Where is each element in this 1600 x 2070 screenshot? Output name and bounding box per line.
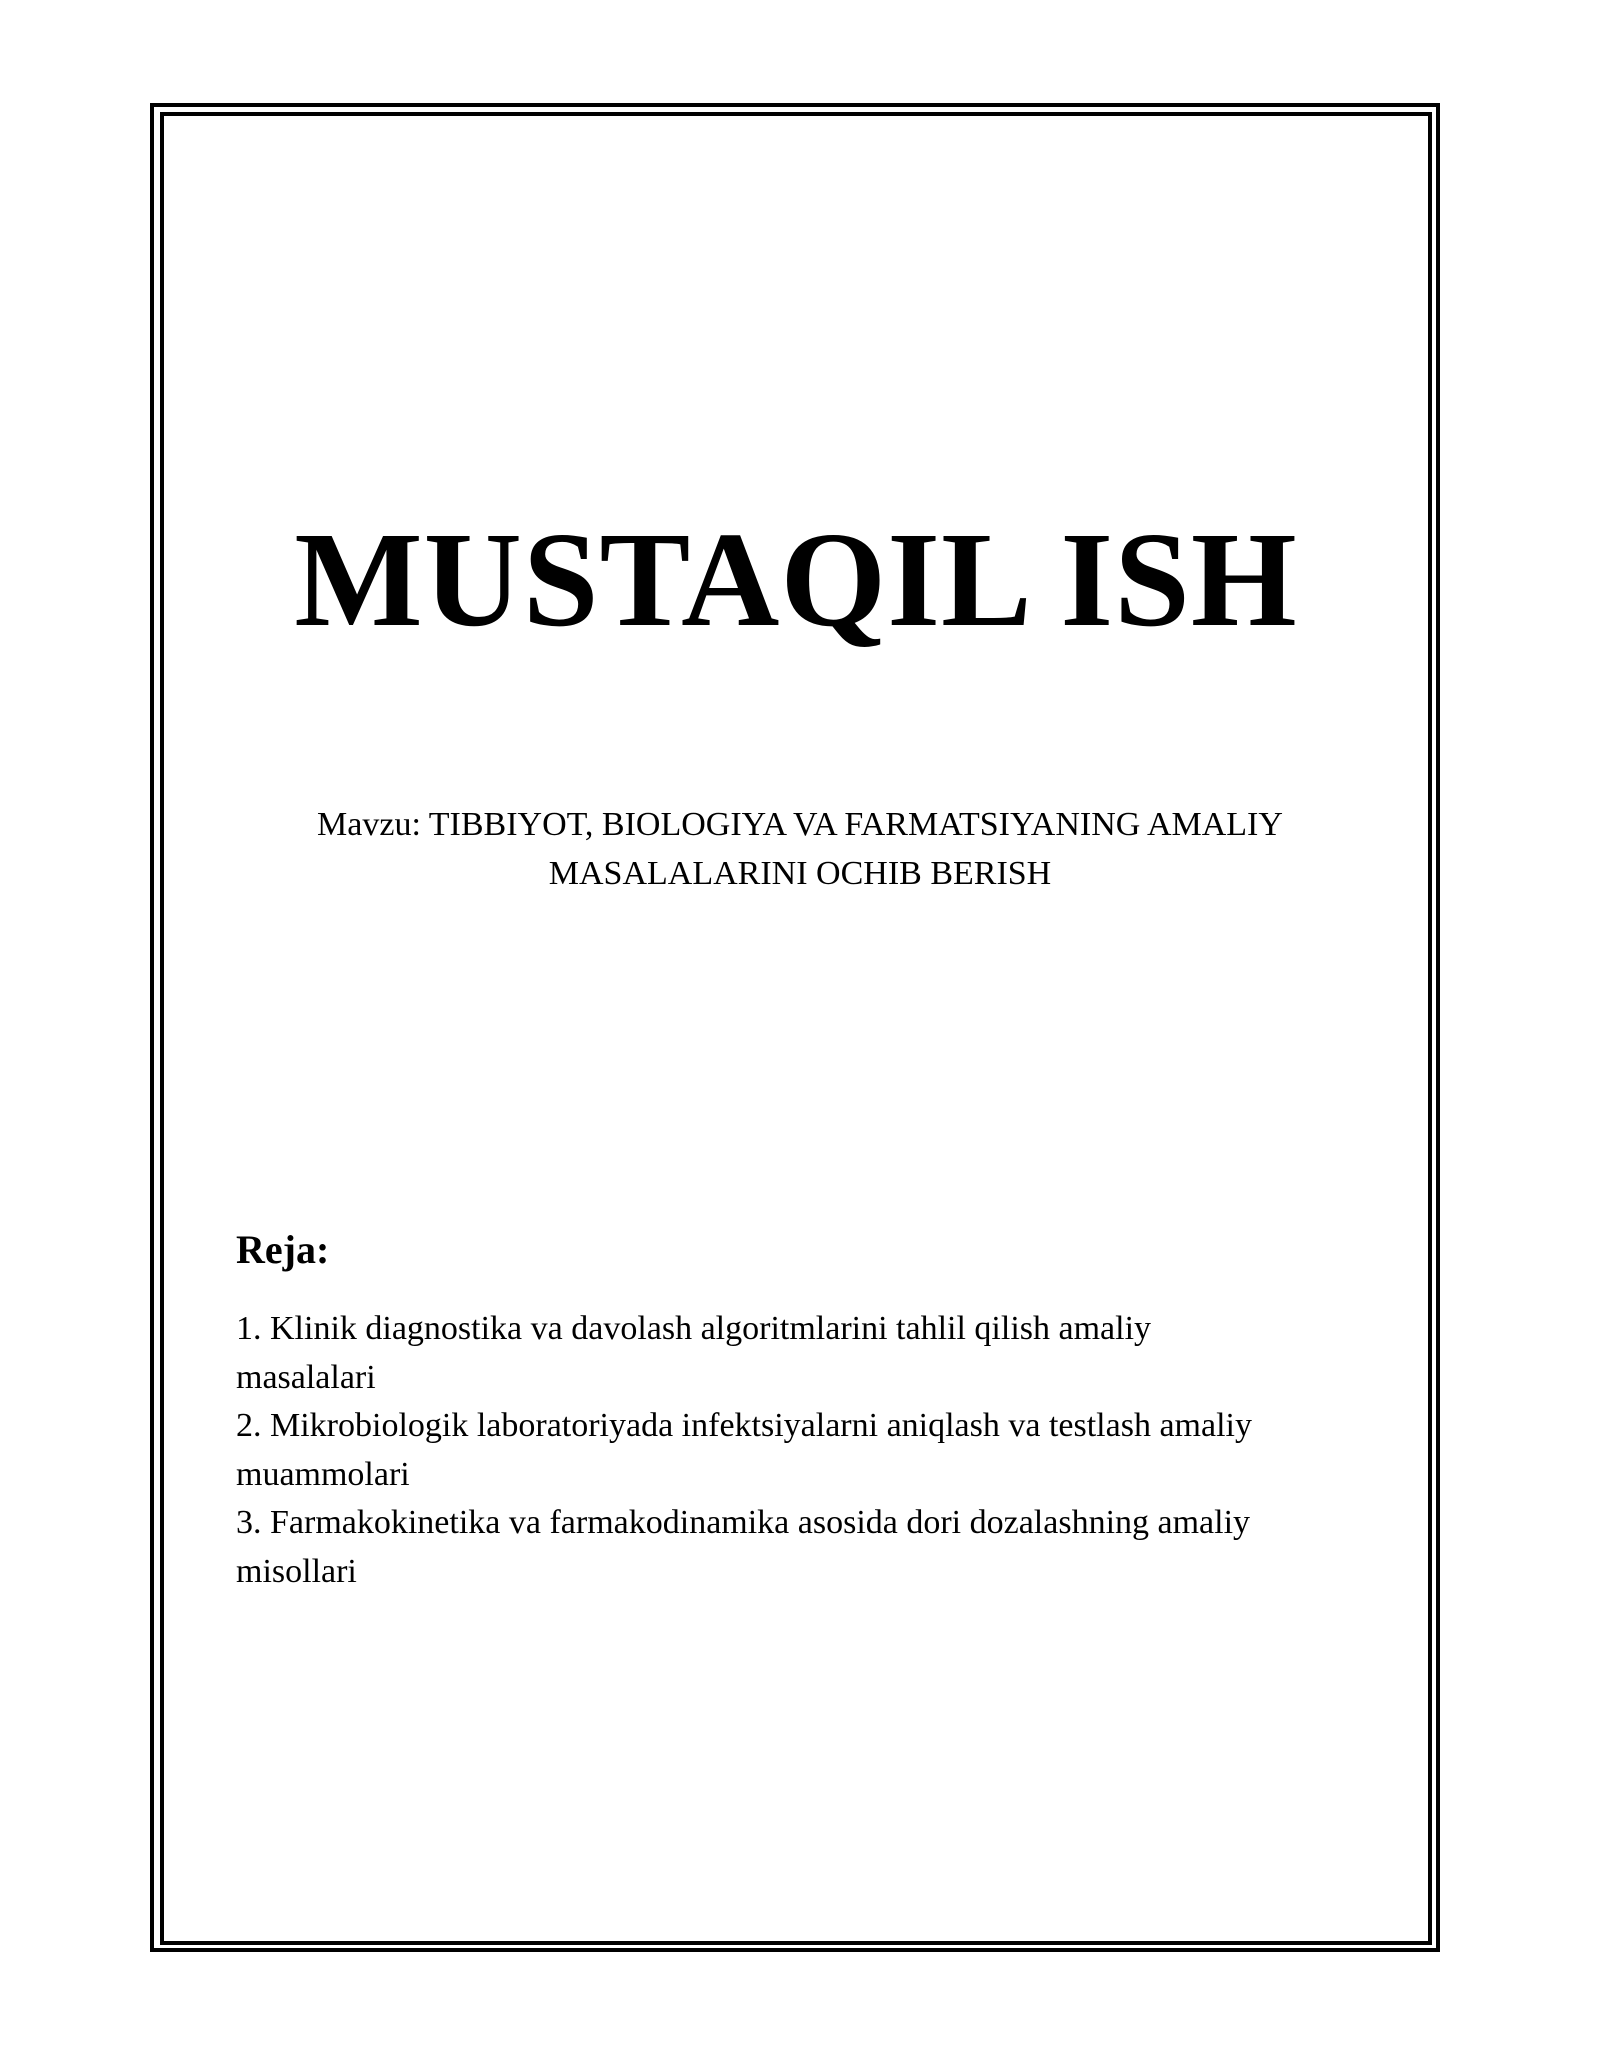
plan-item-3-line-1: 3. Farmakokinetika va farmakodinamika asosida dori dozalashning amaliy [236,1504,1251,1541]
topic-line-1: Mavzu: TIBBIYOT, BIOLOGIYA VA FARMATSIYANING AMALIY [317,806,1283,843]
plan-list [236,1305,1356,1596]
plan-item-3-line-2: misollari [236,1552,357,1590]
plan-item-1 [236,1305,1356,1402]
document-title: MUSTAQIL ISH [294,505,1298,655]
plan-item-2 [236,1402,1356,1499]
plan-item-2-line-1: 2. Mikrobiologik laboratoriyada infektsiyalarni aniqlash va testlash amaliy [236,1407,1252,1444]
topic-line-2: MASALALARINI OCHIB BERISH [548,855,1052,892]
page-border-inner [160,112,1432,1945]
plan-item-1-line-2: masalalari [236,1358,376,1396]
plan-heading: Reja: [236,1227,330,1272]
plan-item-2-line-2: muammolari [236,1455,410,1493]
document-topic [200,800,1400,898]
plan-item-3 [236,1499,1356,1596]
plan-item-1-line-1: 1. Klinik diagnostika va davolash algoritmlarini tahlil qilish amaliy [236,1310,1152,1347]
